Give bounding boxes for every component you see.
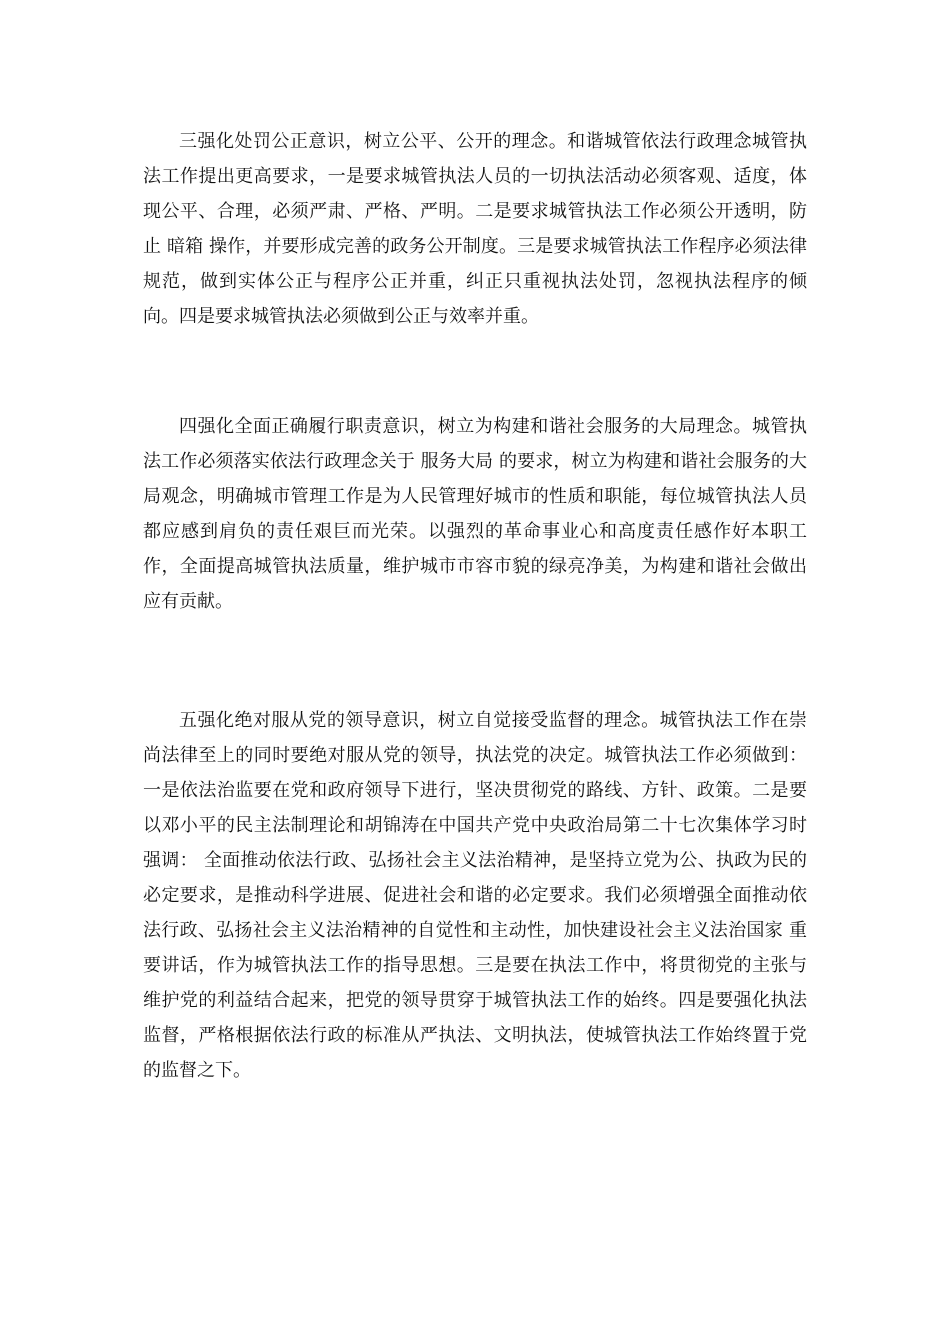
paragraph-party-leadership: 五强化绝对服从党的领导意识，树立自觉接受监督的理念。城管执法工作在崇尚法律至上的同时要绝对服从党的领导，执法党的决定。城管执法工作必须做到：一是依法治监要在党和政府领导下进行，坚决贯彻党的路线、方针、政策。二是要以邓小平的民主法制理论和胡锦涛在中国共产党中央政治局第二十七次集体学习时强调： 全面推动依法行政、弘扬社会主义法治精神，是坚持立党为公、执政为民的必定要求，是推动科学进展、促进社会和谐的必定要求。我们必须增强全面推动依法行政、弘扬社会主义法治精神的自觉性和主动性，加快建设社会主义法治国家 重要讲话，作为城管执法工作的指导思想。三是要在执法工作中，将贯彻党的主张与维护党的利益结合起来，把党的领导贯穿于城管执法工作的始终。四是要强化执法监督，严格根据依法行政的标准从严执法、文明执法，使城管执法工作始终置于党的监督之下。 — [143, 710, 807, 1081]
paragraph-punishment-fairness: 三强化处罚公正意识，树立公平、公开的理念。和谐城管依法行政理念城管执法工作提出更高要求，一是要求城管执法人员的一切执法活动必须客观、适度，体现公平、合理，必须严肃、严格、严明。二是要求城管执法工作必须公开透明，防止 暗箱 操作，并要形成完善的政务公开制度。三是要求城管执法工作程序必须法律规范，做到实体公正与程序公正并重，纠正只重视执法处罚，忽视执法程序的倾向。四是要求城管执法必须做到公正与效率并重。 — [143, 131, 807, 327]
paragraph-duty-fulfillment: 四强化全面正确履行职责意识，树立为构建和谐社会服务的大局理念。城管执法工作必须落实依法行政理念关于 服务大局 的要求，树立为构建和谐社会服务的大局观念，明确城市管理工作是为人民管理好城市的性质和职能，每位城管执法人员都应感到肩负的责任艰巨而光荣。以强烈的革命事业心和高度责任感作好本职工作，全面提高城管执法质量，维护城市市容市貌的绿亮净美，为构建和谐社会做出应有贡献。 — [143, 416, 807, 612]
